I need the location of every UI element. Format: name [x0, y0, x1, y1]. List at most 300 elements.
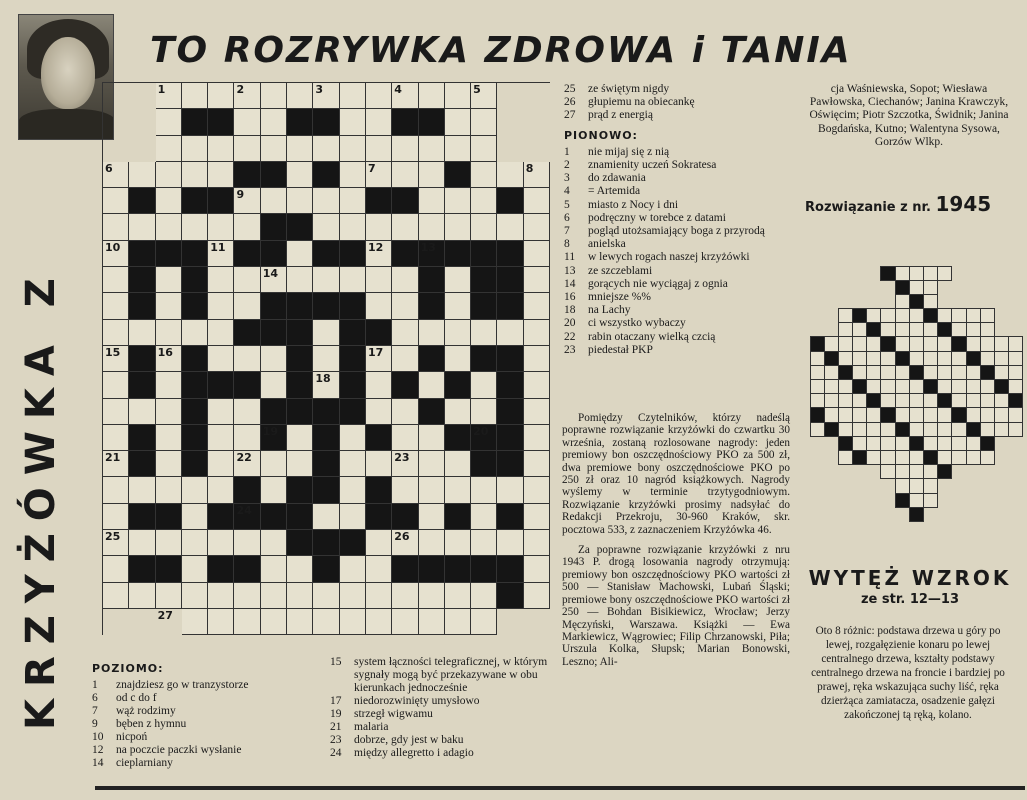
clue-text: wąż rodzimy [116, 705, 176, 717]
black-cell [445, 162, 471, 188]
black-cell [392, 504, 418, 530]
black-cell [923, 308, 938, 323]
solution-cell [951, 450, 966, 465]
black-cell [340, 399, 366, 425]
wytez-subtitle: ze str. 12—13 [860, 592, 960, 607]
clue-item [92, 731, 332, 744]
empty-space [937, 294, 952, 309]
empty-space [838, 464, 853, 479]
grid-cell [313, 583, 339, 609]
clue-item [564, 344, 800, 357]
solution-cell [937, 266, 952, 281]
black-cell [366, 188, 392, 214]
black-cell [313, 530, 339, 556]
empty-space [966, 478, 981, 493]
black-cell [129, 425, 155, 451]
solution-cell [994, 393, 1009, 408]
solution-cell [923, 407, 938, 422]
solution-cell [994, 422, 1009, 437]
grid-cell [156, 346, 182, 372]
empty-space [980, 266, 995, 281]
clue-number: 6 [92, 692, 98, 704]
empty-space [866, 507, 881, 522]
solution-cell [980, 379, 995, 394]
clue-number: 7 [92, 705, 98, 717]
clues-right [564, 83, 800, 357]
grid-cell [419, 320, 445, 346]
grid-cell [103, 530, 129, 556]
cell-number: 3 [315, 83, 324, 96]
grid-cell [392, 451, 418, 477]
black-cell [392, 556, 418, 582]
solution-cell [866, 436, 881, 451]
black-cell [824, 422, 839, 437]
grid-cell [471, 583, 497, 609]
grid-cell [313, 504, 339, 530]
grid-cell [392, 477, 418, 503]
solution-cell [866, 336, 881, 351]
grid-cell [234, 530, 260, 556]
poziomo-heading: POZIOMO: [92, 662, 164, 675]
grid-cell [366, 162, 392, 188]
empty-space [994, 478, 1009, 493]
black-cell [234, 241, 260, 267]
cell-number: 24 [236, 503, 252, 517]
clue-item [564, 291, 800, 304]
black-cell [497, 241, 523, 267]
grid-cell [340, 583, 366, 609]
portrait-photo [18, 14, 114, 140]
black-cell [838, 365, 853, 380]
grid-cell [234, 425, 260, 451]
clue-text: głupiemu na obiecankę [588, 96, 695, 109]
grid-cell [392, 293, 418, 319]
black-cell [182, 346, 208, 372]
empty-space [129, 83, 155, 109]
solution-cell [923, 393, 938, 408]
grid-cell [524, 556, 550, 582]
grid-cell [287, 188, 313, 214]
cell-number: 17 [367, 345, 384, 359]
solution-cell [838, 351, 853, 366]
black-cell [497, 583, 523, 609]
empty-space [937, 507, 952, 522]
black-cell [497, 399, 523, 425]
empty-space [824, 294, 839, 309]
empty-space [951, 478, 966, 493]
empty-space [838, 294, 853, 309]
clue-number: 11 [564, 251, 576, 264]
grid-cell [340, 609, 366, 635]
clue-number: 25 [564, 83, 576, 95]
black-cell [497, 346, 523, 372]
empty-space [1008, 507, 1023, 522]
grid-cell [497, 477, 523, 503]
grid-cell [313, 346, 339, 372]
grid-cell [208, 320, 234, 346]
black-cell [445, 241, 471, 267]
black-cell [994, 379, 1009, 394]
solution-cell [852, 365, 867, 380]
cell-number: 6 [105, 161, 113, 175]
solution-cell [895, 464, 910, 479]
grid-cell [182, 320, 208, 346]
cell-number: 15 [105, 345, 121, 359]
black-cell [880, 336, 895, 351]
solution-cell [838, 407, 853, 422]
black-cell [810, 407, 825, 422]
black-cell [129, 372, 155, 398]
clue-number: 15 [330, 656, 342, 668]
clue-item [564, 212, 800, 225]
clue-item [330, 695, 550, 708]
black-cell [234, 556, 260, 582]
clue-text: malaria [354, 721, 389, 733]
grid-cell [313, 136, 339, 162]
cell-number: 9 [236, 188, 245, 202]
clue-item [564, 331, 800, 344]
clue-text: bęben z hymnu [116, 718, 187, 730]
solution-cell [937, 436, 952, 451]
empty-space [866, 493, 881, 508]
grid-cell [524, 346, 550, 372]
solution-cell [923, 478, 938, 493]
grid-cell [156, 477, 182, 503]
grid-cell [340, 267, 366, 293]
grid-cell [208, 583, 234, 609]
grid-cell [156, 162, 182, 188]
empty-space [838, 478, 853, 493]
grid-cell [156, 399, 182, 425]
empty-space [1008, 450, 1023, 465]
grid-cell [287, 556, 313, 582]
solution-cell [923, 294, 938, 309]
grid-cell [287, 162, 313, 188]
solution-cell [895, 407, 910, 422]
solution-cell [880, 365, 895, 380]
grid-cell [261, 372, 287, 398]
solution-cell [1008, 379, 1023, 394]
black-cell [313, 477, 339, 503]
clue-number: 12 [92, 744, 104, 756]
grid-cell [471, 477, 497, 503]
solution-cell [852, 336, 867, 351]
black-cell [1008, 393, 1023, 408]
empty-space [980, 478, 995, 493]
empty-space [966, 294, 981, 309]
solution-cell [880, 436, 895, 451]
empty-space [824, 322, 839, 337]
solution-cell [980, 351, 995, 366]
black-cell [261, 214, 287, 240]
grid-cell [419, 372, 445, 398]
black-cell [313, 293, 339, 319]
grid-cell [261, 583, 287, 609]
solution-cell [937, 336, 952, 351]
black-cell [497, 425, 523, 451]
empty-space [866, 266, 881, 281]
solution-cell [980, 450, 995, 465]
black-cell [880, 407, 895, 422]
black-cell [895, 351, 910, 366]
grid-cell [524, 214, 550, 240]
clue-number: 13 [564, 264, 576, 277]
black-cell [366, 320, 392, 346]
black-cell [129, 556, 155, 582]
grid-cell [366, 214, 392, 240]
empty-space [880, 493, 895, 508]
black-cell [234, 477, 260, 503]
solution-cell [909, 322, 924, 337]
grid-cell [313, 320, 339, 346]
solution-cell [923, 322, 938, 337]
black-cell [313, 556, 339, 582]
solution-cell [880, 351, 895, 366]
empty-space [951, 280, 966, 295]
grid-cell [366, 556, 392, 582]
solution-cell [866, 379, 881, 394]
empty-space [966, 464, 981, 479]
solution-cell [966, 308, 981, 323]
cell-number: 19 [262, 424, 279, 438]
empty-space [923, 507, 938, 522]
grid-cell [156, 267, 182, 293]
clue-item [564, 159, 800, 172]
black-cell [923, 450, 938, 465]
grid-cell [445, 109, 471, 135]
solution-cell [980, 407, 995, 422]
black-cell [129, 188, 155, 214]
grid-cell [366, 267, 392, 293]
clue-number: 14 [564, 277, 576, 290]
solution-cell [966, 365, 981, 380]
grid-cell [261, 188, 287, 214]
solution-cell [852, 436, 867, 451]
clue-text: nie mijaj się z nią [588, 145, 670, 158]
grid-cell [366, 241, 392, 267]
grid-cell [497, 162, 523, 188]
solution-cell [994, 365, 1009, 380]
clue-item [92, 757, 332, 770]
empty-space [951, 507, 966, 522]
empty-space [810, 464, 825, 479]
black-cell [951, 336, 966, 351]
solution-cell [937, 308, 952, 323]
solution-cell [923, 351, 938, 366]
clue-text: podręczny w torebce z datami [588, 211, 726, 224]
empty-space [1008, 294, 1023, 309]
grid-cell [208, 425, 234, 451]
grid-cell [208, 477, 234, 503]
grid-cell [156, 83, 182, 109]
black-cell [182, 372, 208, 398]
solution-cell [852, 393, 867, 408]
clue-text: mniejsze %% [588, 291, 651, 304]
black-cell [895, 422, 910, 437]
black-cell [287, 399, 313, 425]
grid-cell [471, 372, 497, 398]
black-cell [419, 556, 445, 582]
grid-cell [313, 214, 339, 240]
grid-cell [524, 477, 550, 503]
grid-cell [103, 214, 129, 240]
contest-info [562, 412, 790, 668]
solution-cell [895, 294, 910, 309]
grid-cell [234, 583, 260, 609]
grid-cell [208, 451, 234, 477]
grid-cell [156, 583, 182, 609]
grid-cell [208, 83, 234, 109]
clue-item [92, 692, 332, 705]
clue-item [92, 744, 332, 757]
grid-cell [103, 451, 129, 477]
empty-space [824, 450, 839, 465]
cell-number: 23 [394, 451, 410, 465]
black-cell [852, 308, 867, 323]
empty-space [852, 507, 867, 522]
cell-number: 27 [157, 608, 173, 622]
black-cell [182, 293, 208, 319]
empty-space [497, 136, 523, 162]
grid-cell [497, 530, 523, 556]
black-cell [392, 372, 418, 398]
grid-cell [392, 136, 418, 162]
grid-cell [366, 109, 392, 135]
solution-cell [810, 351, 825, 366]
black-cell [340, 346, 366, 372]
empty-space [129, 109, 155, 135]
grid-cell [313, 267, 339, 293]
empty-space [824, 436, 839, 451]
grid-cell [471, 162, 497, 188]
solution-cell [923, 280, 938, 295]
clue-text: miasto z Nocy i dni [588, 198, 679, 211]
empty-space [497, 109, 523, 135]
clue-item [92, 705, 332, 718]
clue-number: 24 [330, 747, 342, 759]
grid-cell [366, 451, 392, 477]
grid-cell [103, 188, 129, 214]
grid-cell [524, 425, 550, 451]
black-cell [937, 322, 952, 337]
grid-cell [471, 214, 497, 240]
empty-space [880, 507, 895, 522]
empty-space [937, 280, 952, 295]
solution-cell [909, 266, 924, 281]
solution-cell [895, 336, 910, 351]
grid-cell [287, 583, 313, 609]
black-cell [980, 436, 995, 451]
grid-cell [313, 609, 339, 635]
clue-item [564, 96, 800, 109]
solution-cell [951, 322, 966, 337]
grid-cell [287, 609, 313, 635]
solution-cell [838, 336, 853, 351]
grid-cell [340, 504, 366, 530]
black-cell [497, 504, 523, 530]
cell-number: 13 [420, 240, 436, 254]
grid-cell [234, 136, 260, 162]
clue-item [564, 199, 800, 212]
solution-grid [810, 266, 1023, 521]
grid-cell [340, 214, 366, 240]
grid-cell [234, 609, 260, 635]
black-cell [287, 214, 313, 240]
black-cell [340, 320, 366, 346]
clue-item [330, 708, 550, 721]
empty-space [824, 308, 839, 323]
grid-cell [340, 83, 366, 109]
grid-cell [445, 293, 471, 319]
grid-cell [419, 425, 445, 451]
clue-text: ze świętym nigdy [588, 83, 670, 95]
empty-space [838, 507, 853, 522]
solution-cell [824, 365, 839, 380]
clue-text: znamienity uczeń Sokratesa [588, 159, 717, 172]
grid-cell [182, 609, 208, 635]
grid-cell [445, 188, 471, 214]
empty-space [880, 294, 895, 309]
solution-cell [909, 478, 924, 493]
bottom-rule [95, 786, 1025, 790]
clue-number: 23 [330, 734, 342, 746]
grid-cell [445, 399, 471, 425]
grid-cell [208, 214, 234, 240]
black-cell [909, 294, 924, 309]
vertical-title: KRZYŻÓWKA Z [18, 266, 64, 730]
solution-cell [838, 393, 853, 408]
grid-cell [313, 188, 339, 214]
grid-cell [340, 162, 366, 188]
empty-space [994, 450, 1009, 465]
clue-number: 9 [92, 718, 98, 730]
black-cell [966, 422, 981, 437]
solution-cell [810, 365, 825, 380]
grid-cell [103, 346, 129, 372]
black-cell [234, 504, 260, 530]
grid-cell [524, 451, 550, 477]
grid-cell [445, 609, 471, 635]
black-cell [419, 109, 445, 135]
clue-number: 2 [564, 159, 570, 172]
wytez-title: WYTĘŻ WZROK [808, 566, 1012, 590]
empty-space [810, 280, 825, 295]
black-cell [366, 425, 392, 451]
black-cell [129, 451, 155, 477]
black-cell [909, 365, 924, 380]
grid-cell [366, 609, 392, 635]
grid-cell [234, 109, 260, 135]
clues-poziomo-col1 [92, 656, 332, 770]
grid-cell [419, 162, 445, 188]
black-cell [471, 451, 497, 477]
grid-cell [261, 136, 287, 162]
grid-cell [156, 425, 182, 451]
black-cell [419, 267, 445, 293]
cell-number: 11 [210, 240, 226, 254]
clue-item [330, 747, 550, 760]
solution-cell [824, 393, 839, 408]
empty-space [1008, 322, 1023, 337]
empty-space [810, 436, 825, 451]
grid-cell [156, 188, 182, 214]
black-cell [287, 530, 313, 556]
grid-cell [392, 267, 418, 293]
clue-number: 18 [564, 304, 576, 317]
empty-space [994, 266, 1009, 281]
grid-cell [129, 214, 155, 240]
empty-space [497, 609, 523, 635]
